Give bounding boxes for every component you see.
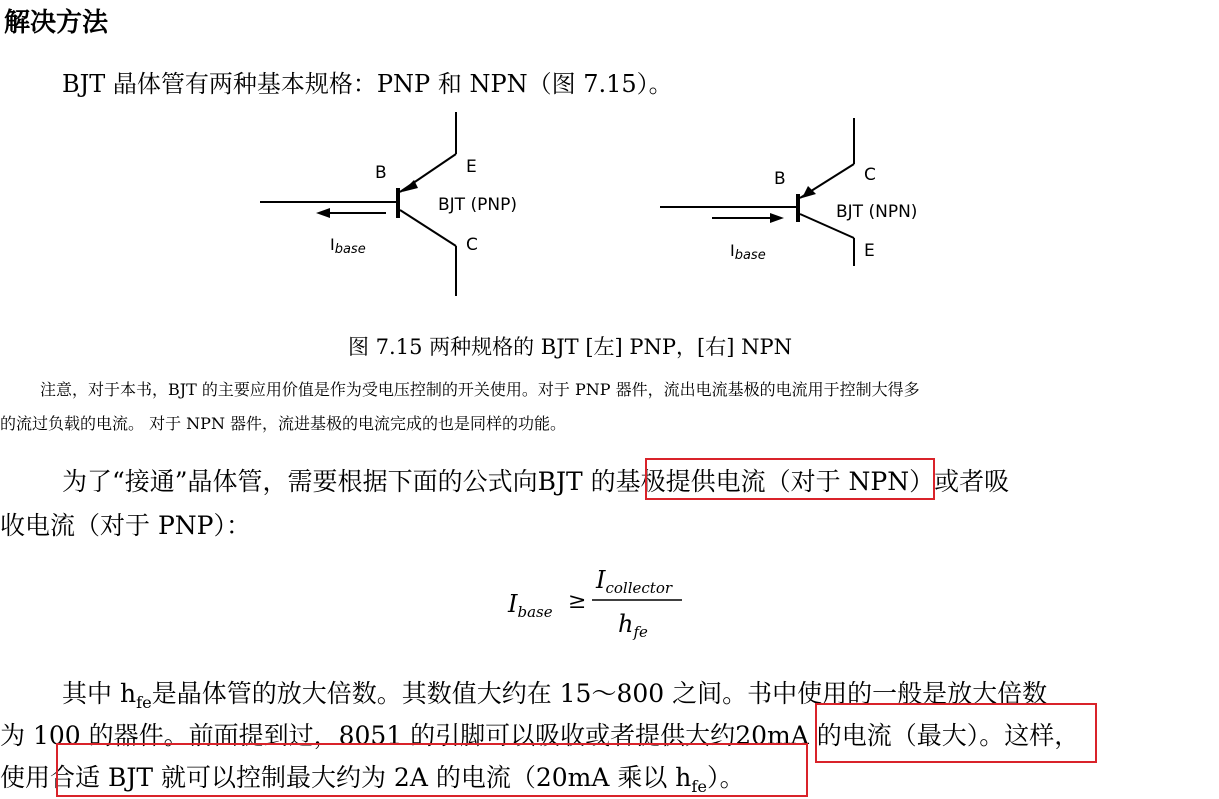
paragraph-2-line-3: 使用合适 BJT 就可以控制最大约为 2A 的电流（20mA 乘以 $h_{fe}$）。: [0, 763, 745, 796]
paragraph-2-line-2: 为 100 的器件。前面提到过，8051 的引脚可以吸收或者提供大约20mA 的电流（最大）。这样，: [0, 721, 1080, 750]
highlight-box-1: [645, 458, 935, 500]
pnp-symbol: [260, 112, 517, 296]
formula-numerator: $I_{collector}$: [596, 566, 673, 597]
highlighted-text: 合适 BJT 就可以控制最大约为 2A 的电流（20mA 乘以 $h_{fe}$）: [50, 763, 720, 796]
npn-b-label: B: [774, 169, 786, 189]
intro-paragraph: BJT 晶体管有两种基本规格：PNP 和 NPN（图 7.15）。: [62, 70, 673, 98]
pnp-ibase-arrow: [316, 208, 330, 218]
pnp-ibase-label: Ibase: [330, 235, 366, 257]
highlight-box-3: [56, 743, 808, 797]
npn-ibase-arrow: [770, 213, 784, 223]
bjt-figure: [250, 110, 970, 310]
formula-lhs: $I_{base}$: [508, 590, 553, 621]
pnp-c-label: C: [466, 235, 478, 255]
pnp-type-label: BJT (PNP): [438, 195, 517, 215]
highlighted-text: 20mA 的电流（最大）: [735, 721, 980, 750]
note-line-2: 的流过负载的电流。 对于 NPN 器件，流进基极的电流完成的也是同样的功能。: [0, 414, 567, 433]
pnp-e-label: E: [466, 157, 477, 177]
npn-type-label: BJT (NPN): [836, 202, 918, 222]
formula-denominator: $h_{fe}$: [618, 610, 648, 641]
figure-caption: 图 7.15 两种规格的 BJT [左] PNP，[右] NPN: [348, 335, 792, 359]
npn-ibase-label: Ibase: [730, 241, 766, 263]
note-line-1: 注意，对于本书，BJT 的主要应用价值是作为受电压控制的开关使用。对于 PNP 器件，流出电流基极的电流用于控制大得多: [40, 380, 920, 399]
npn-c-label: C: [864, 165, 876, 185]
highlighted-text: BJT 的基极提供电流: [537, 467, 766, 496]
npn-arrow: [802, 186, 816, 198]
base-current-formula: [500, 560, 700, 650]
paragraph-1-line-1: 为了“接通”晶体管，需要根据下面的公式向BJT 的基极提供电流（对于 NPN）或者吸: [62, 467, 1010, 496]
section-heading: 解决方法: [4, 8, 109, 38]
paragraph-1-line-2: 收电流（对于 PNP）：: [0, 511, 251, 540]
npn-symbol: [660, 118, 917, 266]
pnp-b-label: B: [375, 163, 387, 183]
npn-e-label: E: [864, 241, 875, 261]
highlight-box-2: [815, 703, 1097, 763]
formula-operator: ≥: [568, 589, 587, 614]
paragraph-2-line-1: 其中 $h_{fe}$是晶体管的放大倍数。其数值大约在 15～800 之间。书中使用的一般是放大倍数: [62, 679, 1048, 712]
